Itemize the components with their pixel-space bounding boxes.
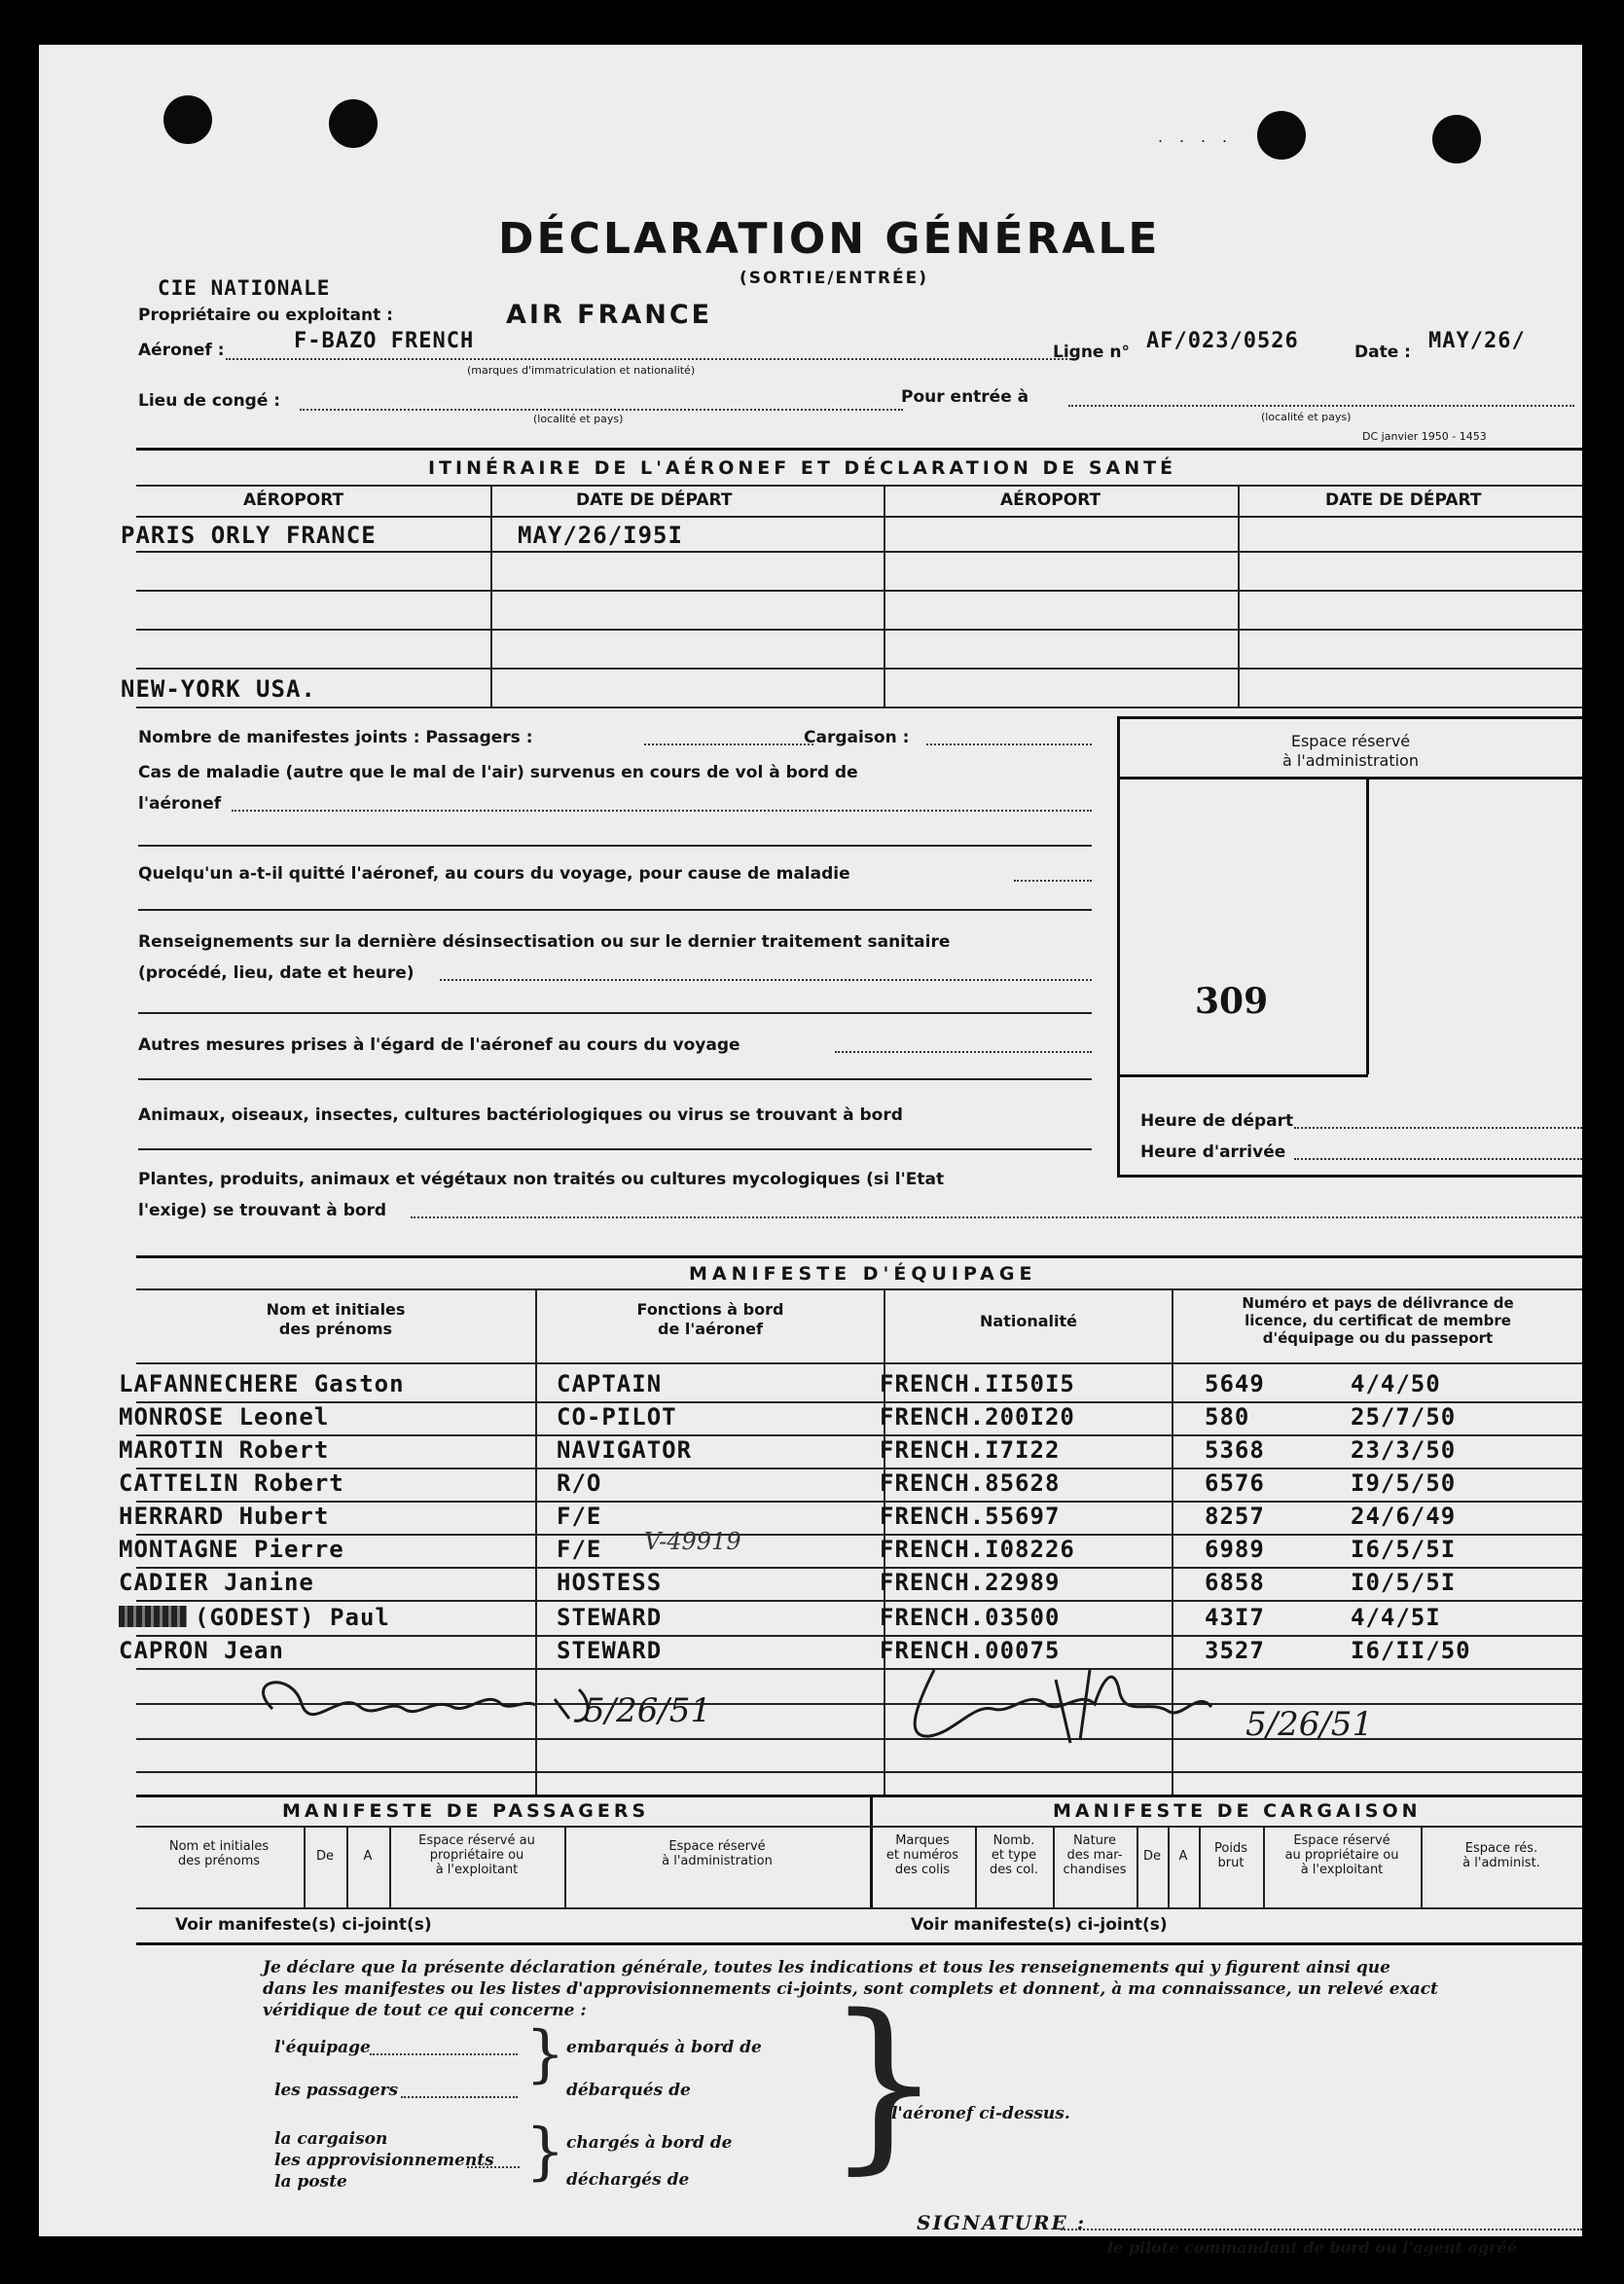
disinsect-label-2: (procédé, lieu, date et heure) <box>138 963 415 983</box>
cert-passengers-label: les passagers <box>274 2081 399 2100</box>
crew-row-5-name: HERRARD Hubert <box>119 1503 330 1530</box>
passengers-header-name-line-2: des prénoms <box>177 1854 261 1868</box>
crew-row-9-function: STEWARD <box>557 1637 663 1664</box>
departure-time-line <box>1294 1127 1582 1129</box>
cargo-header-weight-line-1: Poids <box>1214 1841 1247 1856</box>
punch-dots: . . . . <box>1158 127 1234 146</box>
crew-row-3-name: MAROTIN Robert <box>119 1436 330 1464</box>
entry-caption: (localité et pays) <box>1261 411 1352 423</box>
cargo-col-3 <box>1137 1826 1138 1907</box>
cert-brace-1: } <box>525 2018 565 2090</box>
crew-header-license-line-1: Numéro et pays de délivrance de <box>1242 1294 1514 1312</box>
passengers-col-2 <box>346 1826 348 1907</box>
aircraft-line <box>226 358 1074 360</box>
cert-embarked: embarqués à bord de <box>566 2038 762 2057</box>
company-line: CIE NATIONALE <box>158 276 331 300</box>
passengers-header-from: De <box>315 1849 334 1864</box>
cargo-header-count-line-2: et type <box>991 1848 1037 1863</box>
cargo-header-marks <box>872 1833 973 1877</box>
disinsect-line-2 <box>138 1012 1092 1014</box>
crew-row-6-nationality: FRENCH.I08226 <box>880 1536 1075 1563</box>
itinerary-row-rule-3 <box>136 629 1582 631</box>
other-measures-line-2 <box>138 1078 1092 1080</box>
itinerary-header-airport-1: AÉROPORT <box>243 490 344 510</box>
crew-header-name-line-1: Nom et initiales <box>266 1300 406 1319</box>
crew-top-rule <box>136 1255 1582 1258</box>
crew-row-4-function: R/O <box>557 1469 602 1497</box>
cargo-header-nature-line-2: des mar- <box>1066 1848 1123 1863</box>
disinsect-label-1: Renseignements sur la dernière désinsectisation ou sur le dernier traitement sanitaire <box>138 932 951 952</box>
departure-place-line <box>300 409 903 411</box>
cert-aircraft-above: l'aéronef ci-dessus. <box>891 2104 1070 2123</box>
cargo-header-weight-line-2: brut <box>1217 1856 1245 1870</box>
owner-value: AIR FRANCE <box>506 300 713 330</box>
date-value: MAY/26/ <box>1428 329 1526 353</box>
crew-row-1-date: 4/4/50 <box>1351 1370 1441 1397</box>
passengers-header-name <box>136 1839 302 1868</box>
crew-row-1-number: 5649 <box>1205 1370 1265 1397</box>
crew-row-3-nationality: FRENCH.I7I22 <box>880 1436 1061 1464</box>
admin-stamp-number: 309 <box>1195 981 1269 1022</box>
cert-crew-line <box>370 2053 518 2055</box>
cert-brace-big: } <box>825 1976 943 2191</box>
passengers-col-1 <box>304 1826 306 1907</box>
itinerary-title-rule <box>136 485 1582 487</box>
signature-label: SIGNATURE : <box>917 2211 1087 2234</box>
aircraft-label: Aéronef : <box>138 341 225 360</box>
left-aircraft-label: Quelqu'un a-t-il quitté l'aéronef, au cours du voyage, pour cause de maladie <box>138 864 850 884</box>
itinerary-arrival-airport: NEW-YORK USA. <box>121 675 316 703</box>
passengers-header-owner-line-1: Espace réservé au <box>418 1833 535 1848</box>
crew-row-3-date: 23/3/50 <box>1351 1436 1457 1464</box>
form-title: DÉCLARATION GÉNÉRALE <box>498 214 1161 264</box>
signature-2-date: 5/26/51 <box>1245 1705 1374 1744</box>
aircraft-value: F-BAZO FRENCH <box>294 329 475 353</box>
cargo-header-marks-line-2: et numéros <box>885 1848 959 1863</box>
animals-line <box>138 1148 1092 1150</box>
cargo-title: MANIFESTE DE CARGAISON <box>1053 1800 1422 1822</box>
crew-header-name-line-2: des prénoms <box>278 1320 393 1338</box>
crew-title-rule <box>136 1288 1582 1290</box>
crew-handwritten-note: V-49919 <box>644 1528 741 1555</box>
cert-disembarked: débarqués de <box>566 2081 691 2100</box>
illness-line-1 <box>232 810 1092 812</box>
passengers-header-owner-line-3: à l'exploitant <box>435 1863 519 1877</box>
cargo-header-admin <box>1421 1841 1582 1870</box>
admin-box-title-line-1: Espace réservé <box>1290 732 1411 750</box>
cargo-count-line <box>926 743 1092 745</box>
departure-time-label: Heure de départ <box>1140 1111 1294 1131</box>
cargo-header-owner <box>1263 1833 1421 1877</box>
signature-1-initials <box>555 1689 588 1721</box>
itinerary-row-rule-1 <box>136 551 1582 553</box>
admin-box-left-bottom <box>1117 1074 1368 1077</box>
crew-row-2-function: CO-PILOT <box>557 1403 677 1431</box>
crew-row-1-function: CAPTAIN <box>557 1370 663 1397</box>
crew-row-8-name: (GODEST) Paul <box>195 1604 390 1631</box>
cert-supplies-label: les approvisionnements <box>274 2151 494 2170</box>
certification-line-1: Je déclare que la présente déclaration générale, toutes les indications et tous les renseignements qui y figurent ainsi que <box>263 1958 1390 1977</box>
itinerary-row-rule-5 <box>136 707 1582 708</box>
cert-brace-2: } <box>525 2116 565 2188</box>
signature-1-date: 5/26/51 <box>584 1691 712 1730</box>
itinerary-departure-airport: PARIS ORLY FRANCE <box>121 522 377 549</box>
certification-line-2: dans les manifestes ou les listes d'approvisionnements ci-joints, sont complets et donnent, à ma connaissance, un relevé exact <box>263 1979 1438 1999</box>
crew-row-2-number: 580 <box>1205 1403 1250 1431</box>
passengers-see-manifest: Voir manifeste(s) ci-joint(s) <box>175 1915 432 1935</box>
plants-label-1: Plantes, produits, animaux et végétaux non traités ou cultures mycologiques (si l'Etat <box>138 1170 945 1189</box>
illness-label-1: Cas de maladie (autre que le mal de l'air) survenus en cours de vol à bord de <box>138 763 858 782</box>
animals-label: Animaux, oiseaux, insectes, cultures bactériologiques ou virus se trouvant à bord <box>138 1106 903 1125</box>
form-reference: DC janvier 1950 - 1453 <box>1362 430 1487 443</box>
line-value: AF/023/0526 <box>1146 329 1299 353</box>
entry-line <box>1068 405 1574 407</box>
aircraft-caption: (marques d'immatriculation et nationalité) <box>467 364 696 377</box>
cargo-header-owner-line-3: à l'exploitant <box>1300 1863 1384 1877</box>
crew-row-6-date: I6/5/5I <box>1351 1536 1457 1563</box>
arrival-time-line <box>1294 1158 1582 1160</box>
crew-row-2-date: 25/7/50 <box>1351 1403 1457 1431</box>
cargo-header-weight <box>1199 1841 1263 1870</box>
crew-row-6-name: MONTAGNE Pierre <box>119 1536 344 1563</box>
signature-caption: le pilote commandant de bord ou l'agent agréé <box>1107 2238 1517 2257</box>
crew-header-license-line-2: licence, du certificat de membre <box>1245 1312 1511 1329</box>
declaration-form <box>39 45 1582 2257</box>
passengers-header-name-line-1: Nom et initiales <box>168 1839 270 1854</box>
cert-unloaded: déchargés de <box>566 2170 690 2190</box>
itinerary-row-rule-2 <box>136 590 1582 592</box>
crew-row-1-name: LAFANNECHERE Gaston <box>119 1370 405 1397</box>
passengers-title: MANIFESTE DE PASSAGERS <box>282 1800 650 1822</box>
crew-row-3-number: 5368 <box>1205 1436 1265 1464</box>
punch-hole-1 <box>163 95 212 144</box>
cert-crew-label: l'équipage <box>274 2038 371 2057</box>
illness-line-2 <box>138 845 1092 847</box>
crew-rule-12 <box>136 1771 1582 1773</box>
date-label: Date : <box>1354 343 1411 362</box>
admin-box-title-rule <box>1117 777 1582 779</box>
crew-header-nationality: Nationalité <box>980 1312 1077 1330</box>
crew-row-8-number: 43I7 <box>1205 1604 1265 1631</box>
crew-header-license-line-3: d'équipage ou du passeport <box>1262 1329 1494 1347</box>
crew-row-2-name: MONROSE Leonel <box>119 1403 330 1431</box>
other-measures-label: Autres mesures prises à l'égard de l'aéronef au cours du voyage <box>138 1035 740 1055</box>
crew-row-6-number: 6989 <box>1205 1536 1265 1563</box>
manifests-label: Nombre de manifestes joints : Passagers : <box>138 728 533 747</box>
manifests-title-rule <box>136 1826 1582 1828</box>
crew-row-9-date: I6/II/50 <box>1351 1637 1471 1664</box>
crew-row-5-number: 8257 <box>1205 1503 1265 1530</box>
crew-row-2-nationality: FRENCH.200I20 <box>880 1403 1075 1431</box>
cargo-header-to: A <box>1178 1849 1188 1864</box>
line-label: Ligne n° <box>1053 343 1130 362</box>
cargo-header-nature-line-3: chandises <box>1063 1863 1127 1877</box>
other-measures-line-1 <box>835 1051 1092 1053</box>
passengers-header-admin <box>564 1839 870 1868</box>
itinerary-col-3 <box>1238 485 1240 707</box>
owner-label: Propriétaire ou exploitant : <box>138 306 393 325</box>
cargo-header-owner-line-2: au propriétaire ou <box>1284 1848 1399 1863</box>
cargo-header-from: De <box>1142 1849 1161 1864</box>
cargo-header-nature <box>1053 1833 1137 1877</box>
crew-row-7-function: HOSTESS <box>557 1569 663 1596</box>
itinerary-col-2 <box>884 485 885 707</box>
crew-row-4-date: I9/5/50 <box>1351 1469 1457 1497</box>
punch-hole-4 <box>1432 115 1481 163</box>
crew-title: MANIFESTE D'ÉQUIPAGE <box>689 1263 1037 1285</box>
disinsect-line-1 <box>440 979 1092 981</box>
crew-row-8-nationality: FRENCH.03500 <box>880 1604 1061 1631</box>
crew-header-license <box>1173 1294 1582 1347</box>
itinerary-title: ITINÉRAIRE DE L'AÉRONEF ET DÉCLARATION DE SANTÉ <box>428 457 1177 479</box>
crew-row-1-nationality: FRENCH.II50I5 <box>880 1370 1075 1397</box>
cert-mail-label: la poste <box>274 2172 347 2192</box>
cargo-see-manifest: Voir manifeste(s) ci-joint(s) <box>911 1915 1168 1935</box>
itinerary-top-rule <box>136 448 1582 451</box>
crew-row-9-nationality: FRENCH.00075 <box>880 1637 1061 1664</box>
left-aircraft-line-1 <box>1014 880 1092 882</box>
crew-row-5-function: F/E <box>557 1503 602 1530</box>
manifests-bottom-rule <box>136 1942 1582 1945</box>
manifests-header-rule <box>136 1907 1582 1909</box>
punch-hole-3 <box>1257 111 1306 160</box>
crew-header-function-line-2: de l'aéronef <box>658 1320 763 1338</box>
itinerary-row-rule-4 <box>136 668 1582 670</box>
cargo-header-nature-line-1: Nature <box>1072 1833 1117 1848</box>
manifests-line <box>644 743 813 745</box>
departure-place-label: Lieu de congé : <box>138 391 281 411</box>
cert-cargo-label: la cargaison <box>274 2129 388 2149</box>
certification-line-3: véridique de tout ce qui concerne : <box>263 2001 587 2020</box>
cargo-header-marks-line-1: Marques <box>895 1833 950 1848</box>
passengers-header-admin-line-2: à l'administration <box>662 1854 773 1868</box>
cargo-header-count-line-3: des col. <box>989 1863 1038 1877</box>
cargo-header-owner-line-1: Espace réservé <box>1293 1833 1390 1848</box>
itinerary-header-airport-2: AÉROPORT <box>1000 490 1101 510</box>
cargo-header-count-line-1: Nomb. <box>992 1833 1035 1848</box>
crew-rule-7 <box>136 1600 1582 1602</box>
signature-2-strokes <box>1056 1670 1090 1743</box>
passengers-header-owner <box>389 1833 564 1877</box>
crew-row-3-function: NAVIGATOR <box>557 1436 693 1464</box>
manifests-top-rule <box>136 1795 1582 1797</box>
left-aircraft-line-2 <box>138 909 1092 911</box>
crew-row-8-function: STEWARD <box>557 1604 663 1631</box>
plants-line <box>411 1216 1582 1218</box>
cert-loaded: chargés à bord de <box>566 2133 733 2153</box>
crew-row-4-name: CATTELIN Robert <box>119 1469 344 1497</box>
crew-row-9-name: CAPRON Jean <box>119 1637 284 1664</box>
plants-label-2: l'exige) se trouvant à bord <box>138 1201 387 1220</box>
arrival-time-label: Heure d'arrivée <box>1140 1142 1286 1162</box>
itinerary-departure-date: MAY/26/I95I <box>518 522 683 549</box>
crew-row-7-name: CADIER Janine <box>119 1569 314 1596</box>
crew-row-8-date: 4/4/5I <box>1351 1604 1441 1631</box>
itinerary-header-rule <box>136 516 1582 518</box>
crew-row-5-date: 24/6/49 <box>1351 1503 1457 1530</box>
entry-label: Pour entrée à <box>901 387 1029 407</box>
passengers-header-admin-line-1: Espace réservé <box>668 1839 766 1854</box>
itinerary-header-date-2: DATE DE DÉPART <box>1325 490 1482 510</box>
cargo-header-count <box>975 1833 1053 1877</box>
crew-row-7-date: I0/5/5I <box>1351 1569 1457 1596</box>
crew-row-4-nationality: FRENCH.85628 <box>880 1469 1061 1497</box>
itinerary-header-date-1: DATE DE DÉPART <box>576 490 733 510</box>
crew-row-4-number: 6576 <box>1205 1469 1265 1497</box>
cargo-header-admin-line-1: Espace rés. <box>1464 1841 1538 1856</box>
admin-box-title-line-2: à l'administration <box>1282 751 1419 770</box>
signature-2-scribble <box>915 1670 1211 1736</box>
cargo-col-4 <box>1168 1826 1170 1907</box>
form-subtitle: (SORTIE/ENTRÉE) <box>740 269 929 288</box>
crew-header-function-line-1: Fonctions à bord <box>636 1300 784 1319</box>
crew-header-function <box>537 1300 884 1339</box>
signature-line <box>1061 2229 1582 2230</box>
cargo-header-admin-line-2: à l'administ. <box>1462 1856 1540 1870</box>
crew-row-6-function: F/E <box>557 1536 602 1563</box>
admin-box-title <box>1119 732 1582 771</box>
crew-row-9-number: 3527 <box>1205 1637 1265 1664</box>
admin-box <box>1117 716 1582 1178</box>
cert-supplies-line <box>467 2166 520 2168</box>
crew-header-rule <box>136 1362 1582 1364</box>
punch-hole-2 <box>329 99 378 148</box>
passengers-header-owner-line-2: propriétaire ou <box>429 1848 524 1863</box>
admin-box-divider <box>1366 777 1369 1074</box>
crew-row-7-nationality: FRENCH.22989 <box>880 1569 1061 1596</box>
signature-1-scribble <box>264 1683 535 1715</box>
cargo-count-label: Cargaison : <box>804 728 910 747</box>
cargo-header-marks-line-3: des colis <box>894 1863 951 1877</box>
crew-header-name <box>136 1300 535 1339</box>
departure-place-caption: (localité et pays) <box>533 413 624 425</box>
crew-row-8-name-strikeout <box>119 1606 187 1627</box>
itinerary-col-1 <box>490 485 492 707</box>
cert-passengers-line <box>401 2096 518 2098</box>
crew-row-5-nationality: FRENCH.55697 <box>880 1503 1061 1530</box>
passengers-header-to: A <box>363 1849 373 1864</box>
illness-label-2: l'aéronef <box>138 794 222 814</box>
crew-row-7-number: 6858 <box>1205 1569 1265 1596</box>
